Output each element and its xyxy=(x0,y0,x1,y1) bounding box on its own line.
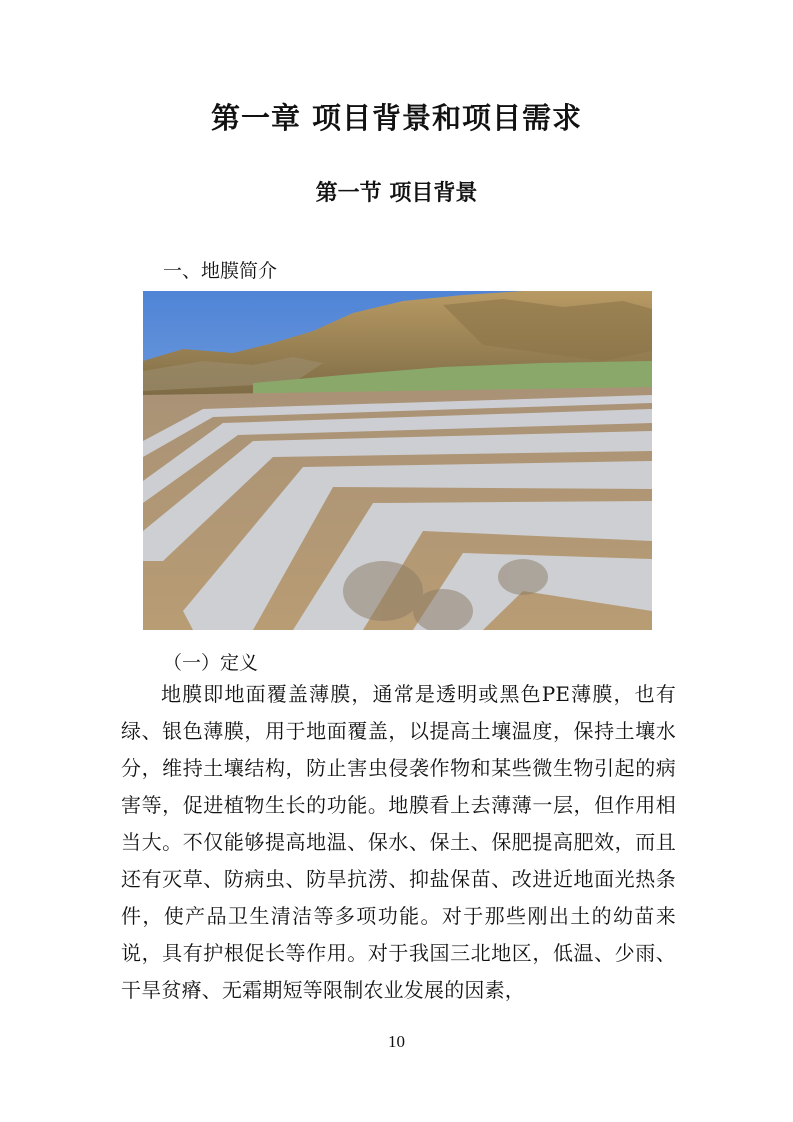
definition-paragraph: 地膜即地面覆盖薄膜，通常是透明或黑色PE薄膜，也有绿、银色薄膜，用于地面覆盖，以提高土壤温度，保持土壤水分，维持土壤结构，防止害虫侵袭作物和某些微生物引起的病害等，促进植物生长的功能。地膜看上去薄薄一层，但作用相当大。不仅能够提高地温、保水、保土、保肥提高肥效，而且还有灭草、防病虫、防旱抗涝、抑盐保苗、改进近地面光热条件，使产品卫生清洁等多项功能。对于那些刚出土的幼苗来说，具有护根促长等作用。对于我国三北地区，低温、少雨、干旱贫瘠、无霜期短等限制农业发展的因素， xyxy=(121,682,676,1002)
section-title: 第一节 项目背景 xyxy=(315,181,478,206)
mulch-film-field-photo xyxy=(143,291,652,630)
chapter-title: 第一章 项目背景和项目需求 xyxy=(210,101,583,135)
subheading-film-intro: 一、地膜简介 xyxy=(163,260,278,282)
page-number: 10 xyxy=(388,1032,405,1051)
subheading-definition: （一）定义 xyxy=(163,652,259,674)
